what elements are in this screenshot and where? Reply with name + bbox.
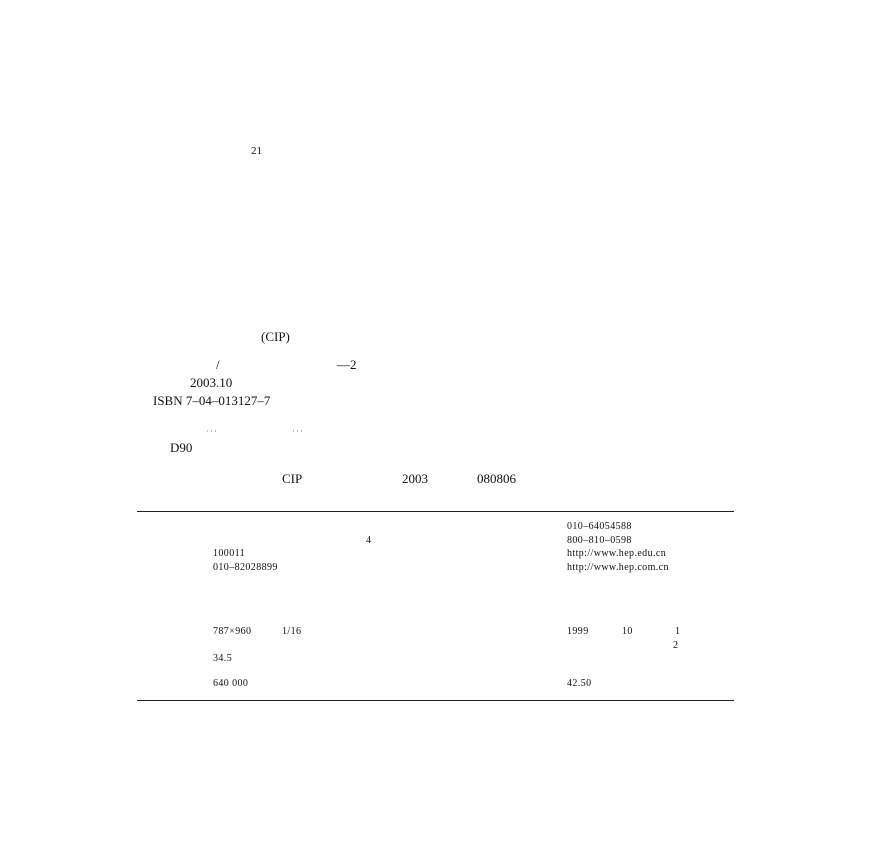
imprint-bottom-rule (137, 700, 734, 701)
cip-edition: —2 (337, 357, 357, 372)
sales-phone: 010–64054588 (567, 521, 632, 532)
cip-record-number: 080806 (477, 471, 516, 486)
page-format: 787×960 (213, 626, 252, 637)
postcode: 100011 (213, 548, 246, 559)
imprint-top-rule (137, 511, 734, 512)
free-phone: 800–810–0598 (567, 535, 632, 546)
series-number: 21 (251, 145, 262, 157)
address-number: 4 (366, 535, 372, 546)
cip-isbn: ISBN 7–04–013127–7 (153, 393, 271, 408)
subject-mark-2: ··· (292, 426, 304, 436)
cip-date: 2003.10 (190, 375, 233, 390)
printed-sheets: 34.5 (213, 653, 233, 664)
subject-mark-1: ··· (206, 426, 218, 436)
cip-heading: (CIP) (261, 329, 290, 344)
cip-title-slash: / (216, 357, 220, 372)
fold-size: 1/16 (282, 626, 302, 637)
publisher-phone: 010–82028899 (213, 562, 278, 573)
printing-number: 2 (673, 640, 679, 651)
class-number: D90 (170, 440, 193, 455)
website-edu[interactable]: http://www.hep.edu.cn (567, 548, 667, 559)
edition-month: 10 (622, 626, 633, 637)
word-count: 640 000 (213, 678, 249, 689)
cip-record-year: 2003 (402, 471, 428, 486)
edition-number: 1 (675, 626, 681, 637)
website-com[interactable]: http://www.hep.com.cn (567, 562, 669, 573)
price: 42.50 (567, 678, 592, 689)
cip-record-label: CIP (282, 471, 303, 486)
edition-year: 1999 (567, 626, 589, 637)
